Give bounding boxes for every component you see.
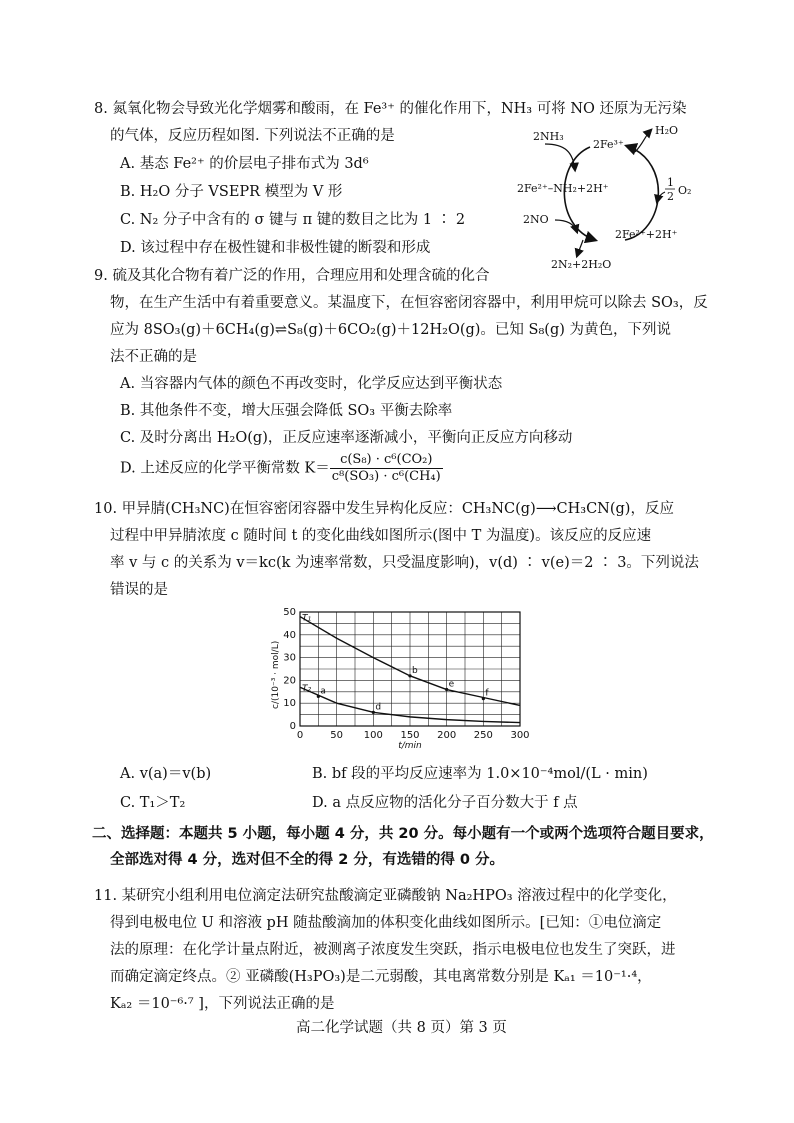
label-n2-h2o: 2N₂+2H₂O bbox=[551, 258, 612, 271]
q8-option-a: A. 基态 Fe²⁺ 的价层电子排布式为 3d⁶ bbox=[120, 156, 369, 172]
h2o-out-arrow bbox=[635, 130, 651, 152]
q8-stem-line1: 8. 氮氧化物会导致光化学烟雾和酸雨，在 Fe³⁺ 的催化作用下，NH₃ 可将 NO 还原为无污染 bbox=[94, 101, 687, 117]
q11-line1: 11. 某研究小组利用电位滴定法研究盐酸滴定亚磷酸钠 Na₂HPO₃ 溶液过程中的化学变化， bbox=[94, 888, 677, 904]
q9-line3: 应为 8SO₃(g)＋6CH₄(g)⇌S₈(g)＋6CO₂(g)＋12H₂O(g)。已知 S₈(g) 为黄色，下列说 bbox=[110, 322, 671, 338]
series-label-1: T₁ bbox=[302, 613, 312, 624]
n2-out-arrow bbox=[577, 240, 583, 256]
y-tick-label: 0 bbox=[289, 721, 296, 732]
page-footer: 高二化学试题（共 8 页）第 3 页 bbox=[296, 1020, 507, 1036]
q11-line3: 法的原理：在化学计量点附近，被测离子浓度发生突跃，指示电极电位也发生了突跃，进 bbox=[110, 942, 676, 958]
point-label-b: b bbox=[412, 665, 418, 676]
q10-line4: 错误的是 bbox=[110, 582, 168, 598]
x-tick-label: 50 bbox=[330, 730, 344, 741]
section-2-line2: 全部选对得 4 分，选对但不全的得 2 分，有选错的得 0 分。 bbox=[110, 852, 505, 868]
q9-line4: 法不正确的是 bbox=[110, 349, 197, 365]
q11-line4: 而确定滴定终点。② 亚磷酸(H₃PO₃)是二元弱酸，其电离常数分别是 Kₐ₁ ＝10⁻¹·⁴， bbox=[110, 969, 652, 985]
q10-option-b: B. bf 段的平均反应速率为 1.0×10⁻⁴mol/(L · min) bbox=[312, 766, 648, 782]
y-tick-label: 30 bbox=[283, 652, 296, 664]
q11-line5: Kₐ₂ ＝10⁻⁶·⁷ ]，下列说法正确的是 bbox=[110, 996, 335, 1012]
q10-line2: 过程中甲异腈浓度 c 随时间 t 的变化曲线如图所示(图中 T 为温度)。该反应的反应速 bbox=[110, 528, 652, 544]
x-axis-label: t/min bbox=[398, 741, 422, 751]
series-label-2: T₂ bbox=[302, 684, 312, 695]
q9-option-c: C. 及时分离出 H₂O(g)，正反应速率逐渐减小，平衡向正反应方向移动 bbox=[120, 430, 573, 446]
q10-option-d: D. a 点反应物的活化分子百分数大于 f 点 bbox=[312, 795, 578, 811]
x-tick-label: 300 bbox=[510, 730, 530, 741]
concentration-time-chart bbox=[268, 602, 538, 752]
equilibrium-constant-fraction bbox=[330, 452, 443, 485]
q8-option-b: B. H₂O 分子 VSEPR 模型为 V 形 bbox=[120, 184, 343, 200]
q11-line2: 得到电极电位 U 和溶液 pH 随盐酸滴加的体积变化曲线如图所示。[已知：①电位滴定 bbox=[110, 915, 662, 931]
section-2-line1: 二、选择题：本题共 5 小题，每小题 4 分，共 20 分。每小题有一个或两个选项符合题目要求， bbox=[92, 826, 714, 842]
q10-line3: 率 v 与 c 的关系为 v＝kc(k 为速率常数，只受温度影响)，v(d) ∶ v(e)＝2 ∶ 3。下列说法 bbox=[110, 555, 699, 571]
q9-option-a: A. 当容器内气体的颜色不再改变时，化学反应达到平衡状态 bbox=[120, 376, 503, 392]
label-o2: O₂ bbox=[678, 184, 692, 197]
label-half: 1 bbox=[667, 176, 674, 189]
x-tick-label: 0 bbox=[296, 730, 304, 741]
y-tick-label: 20 bbox=[283, 675, 296, 687]
x-tick-label: 200 bbox=[437, 730, 457, 741]
label-2no: 2NO bbox=[523, 213, 549, 226]
y-axis-label: c/(10⁻³ · mol/L) bbox=[271, 640, 281, 709]
q10-option-c: C. T₁＞T₂ bbox=[120, 795, 186, 811]
y-tick-label: 10 bbox=[283, 698, 296, 710]
label-fe2-nh2: 2Fe²⁺–NH₂+2H⁺ bbox=[517, 182, 609, 195]
label-h2o: H₂O bbox=[655, 124, 679, 137]
fraction-denominator: c⁸(SO₃) · c⁶(CH₄) bbox=[331, 469, 441, 484]
label-2fe3: 2Fe³⁺ bbox=[593, 138, 624, 151]
q8-option-d: D. 该过程中存在极性键和非极性键的断裂和形成 bbox=[120, 240, 431, 256]
x-tick-label: 250 bbox=[473, 730, 493, 741]
reaction-cycle-diagram bbox=[515, 122, 715, 272]
label-fe2-2h: 2Fe²⁺+2H⁺ bbox=[615, 228, 678, 241]
point-label-e: e bbox=[448, 679, 455, 690]
q8-option-c: C. N₂ 分子中含有的 σ 键与 π 键的数目之比为 1 ∶ 2 bbox=[120, 212, 466, 228]
label-2nh3: 2NH₃ bbox=[533, 130, 564, 143]
y-tick-label: 40 bbox=[283, 629, 296, 641]
point-label-a: a bbox=[320, 686, 326, 697]
x-tick-label: 150 bbox=[400, 730, 420, 741]
point-label-d: d bbox=[375, 702, 382, 713]
x-tick-label: 100 bbox=[363, 730, 383, 741]
label-half-den: 2 bbox=[667, 190, 674, 203]
q9-option-d-prefix: D. 上述反应的化学平衡常数 K＝ bbox=[120, 460, 330, 477]
y-tick-label: 50 bbox=[283, 607, 296, 618]
cycle-arc-right bbox=[625, 146, 658, 240]
q8-stem-line2: 的气体，反应历程如图. 下列说法不正确的是 bbox=[110, 128, 395, 144]
point-label-f: f bbox=[485, 688, 489, 699]
no-in-arrow bbox=[555, 220, 577, 232]
q9-option-b: B. 其他条件不变，增大压强会降低 SO₃ 平衡去除率 bbox=[120, 403, 453, 419]
q10-option-a: A. v(a)＝v(b) bbox=[120, 766, 212, 782]
q9-option-d bbox=[120, 452, 443, 485]
q10-line1: 10. 甲异腈(CH₃NC)在恒容密闭容器中发生异构化反应：CH₃NC(g)⟶CH₃CN(g)，反应 bbox=[94, 501, 674, 517]
fraction-numerator: c(S₈) · c⁶(CO₂) bbox=[330, 452, 443, 469]
q9-line1: 9. 硫及其化合物有着广泛的作用，合理应用和处理含硫的化合 bbox=[94, 268, 490, 284]
q9-line2: 物，在生产生活中有着重要意义。某温度下，在恒容密闭容器中，利用甲烷可以除去 SO₃，反 bbox=[110, 295, 708, 311]
